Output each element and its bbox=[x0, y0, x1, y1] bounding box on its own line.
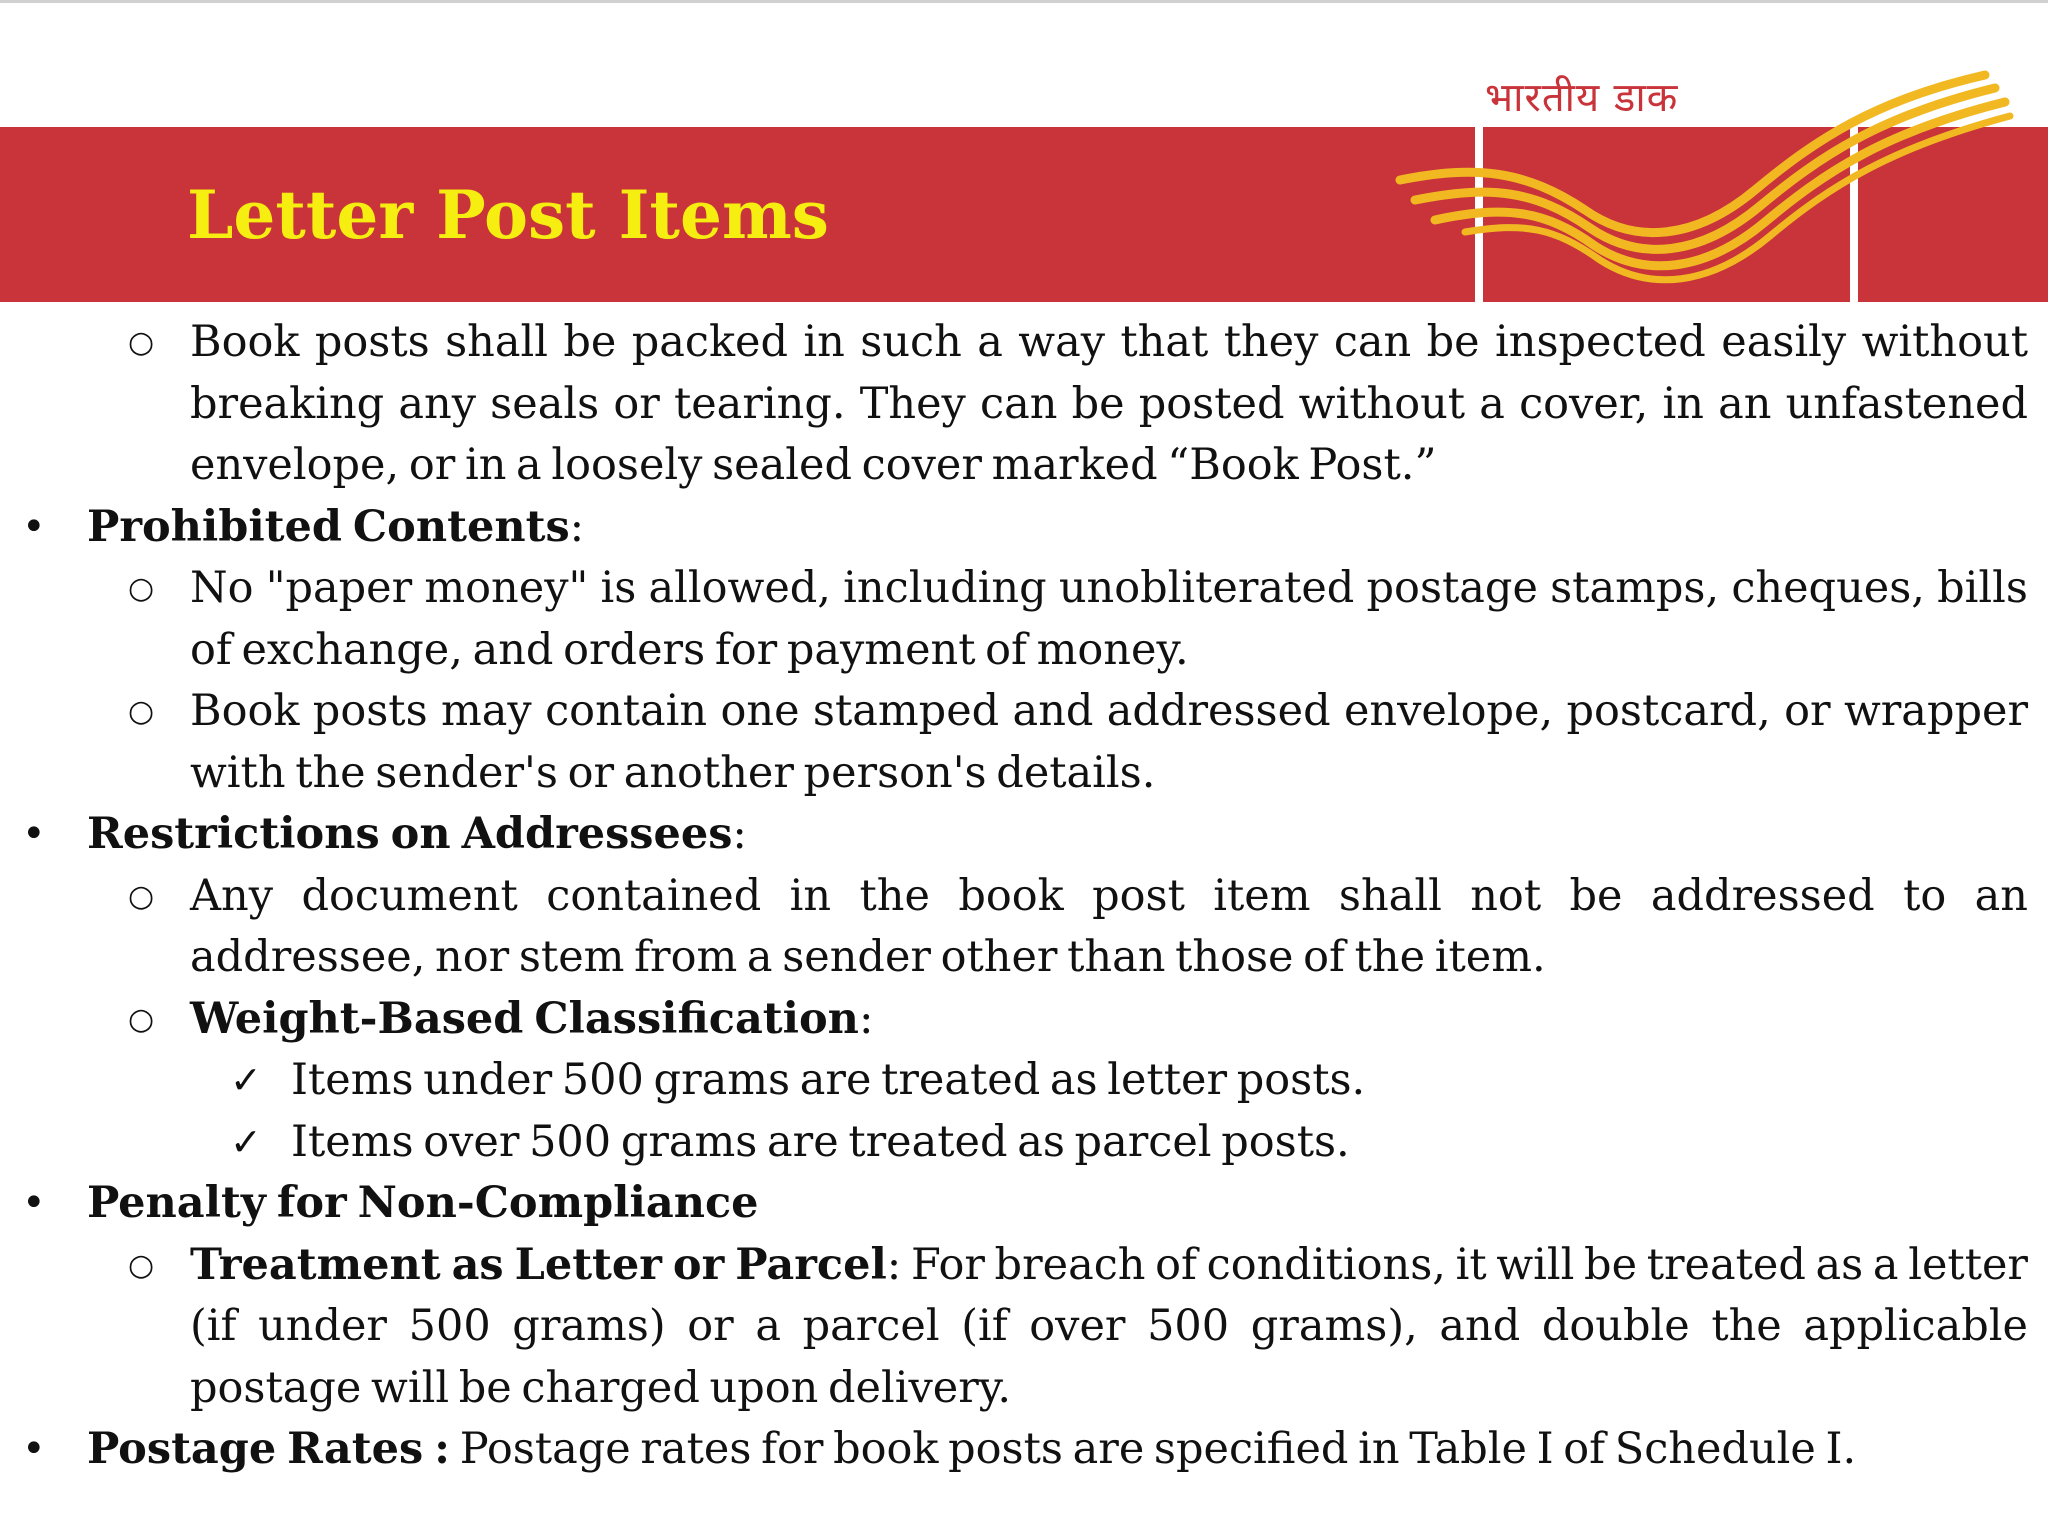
list-item-envelope bbox=[0, 681, 2048, 804]
circle-bullet-icon: ○ bbox=[128, 694, 155, 729]
weight-suffix: : bbox=[858, 993, 874, 1044]
restrictions-heading: Restrictions on Addressees bbox=[87, 809, 733, 859]
list-item-penalty bbox=[0, 1173, 2048, 1235]
list-item-packing bbox=[0, 312, 2048, 497]
document-text: Any document contained in the book post item shall not be addressed to an addressee, nor stem from a sender other than those of the item. bbox=[190, 870, 2028, 982]
paper-money-text: No "paper money" is allowed, including unobliterated postage stamps, cheques, bills of exchange, and orders for payment of money. bbox=[190, 563, 2028, 675]
logo-caption: भारतीय डाक bbox=[1485, 75, 1679, 121]
check-icon: ✓ bbox=[230, 1119, 262, 1164]
india-post-logo-icon bbox=[1395, 60, 2025, 305]
treatment-text: : For breach of conditions, it will be treated as a letter (if under 500 grams) or a parcel (if over 500 grams), and double the applicable postage will be charged upon delivery. bbox=[190, 1239, 2028, 1413]
circle-bullet-icon: ○ bbox=[128, 571, 155, 606]
rates-heading: Postage Rates : bbox=[87, 1424, 451, 1474]
circle-bullet-icon: ○ bbox=[128, 1247, 155, 1283]
list-item-document bbox=[0, 866, 2048, 989]
treatment-heading: Treatment as Letter or Parcel bbox=[190, 1239, 887, 1290]
bullet-icon: • bbox=[22, 1426, 46, 1472]
list-item-over-500 bbox=[0, 1112, 2048, 1174]
penalty-heading: Penalty for Non-Compliance bbox=[87, 1178, 759, 1228]
bullet-icon: • bbox=[22, 503, 46, 550]
under-500-text: Items under 500 grams are treated as letter posts. bbox=[291, 1055, 1366, 1105]
content-body bbox=[0, 312, 2048, 1481]
logo-stripes bbox=[1400, 75, 2010, 280]
list-item-treatment bbox=[0, 1235, 2048, 1420]
rates-text: Postage rates for book posts are specified in Table I of Schedule I. bbox=[450, 1424, 1857, 1474]
list-item-weight bbox=[0, 989, 2048, 1051]
envelope-text: Book posts may contain one stamped and addressed envelope, postcard, or wrapper with the sender's or another person's details. bbox=[190, 686, 2028, 798]
list-item-prohibited bbox=[0, 497, 2048, 559]
prohibited-heading: Prohibited Contents bbox=[87, 501, 570, 552]
circle-bullet-icon: ○ bbox=[128, 1001, 155, 1037]
restrictions-suffix: : bbox=[732, 809, 747, 859]
list-item-restrictions bbox=[0, 804, 2048, 866]
bullet-icon: • bbox=[22, 1180, 46, 1226]
page-title: Letter Post Items bbox=[187, 176, 829, 254]
bullet-icon: • bbox=[22, 811, 46, 857]
list-item-paper-money bbox=[0, 558, 2048, 681]
packing-text: Book posts shall be packed in such a way that they can be inspected easily without breaking any seals or tearing. They can be posted without a cover, in an unfastened envelope, or in a loosely sealed cover marked “Book Post.” bbox=[190, 317, 2028, 490]
weight-heading: Weight-Based Classification bbox=[190, 993, 859, 1044]
check-icon: ✓ bbox=[230, 1058, 262, 1102]
list-item-rates bbox=[0, 1419, 2048, 1481]
prohibited-suffix: : bbox=[569, 501, 585, 552]
circle-bullet-icon: ○ bbox=[128, 325, 155, 360]
circle-bullet-icon: ○ bbox=[128, 878, 155, 914]
over-500-text: Items over 500 grams are treated as parcel posts. bbox=[291, 1116, 1350, 1167]
list-item-under-500 bbox=[0, 1050, 2048, 1112]
top-border bbox=[0, 0, 2048, 3]
